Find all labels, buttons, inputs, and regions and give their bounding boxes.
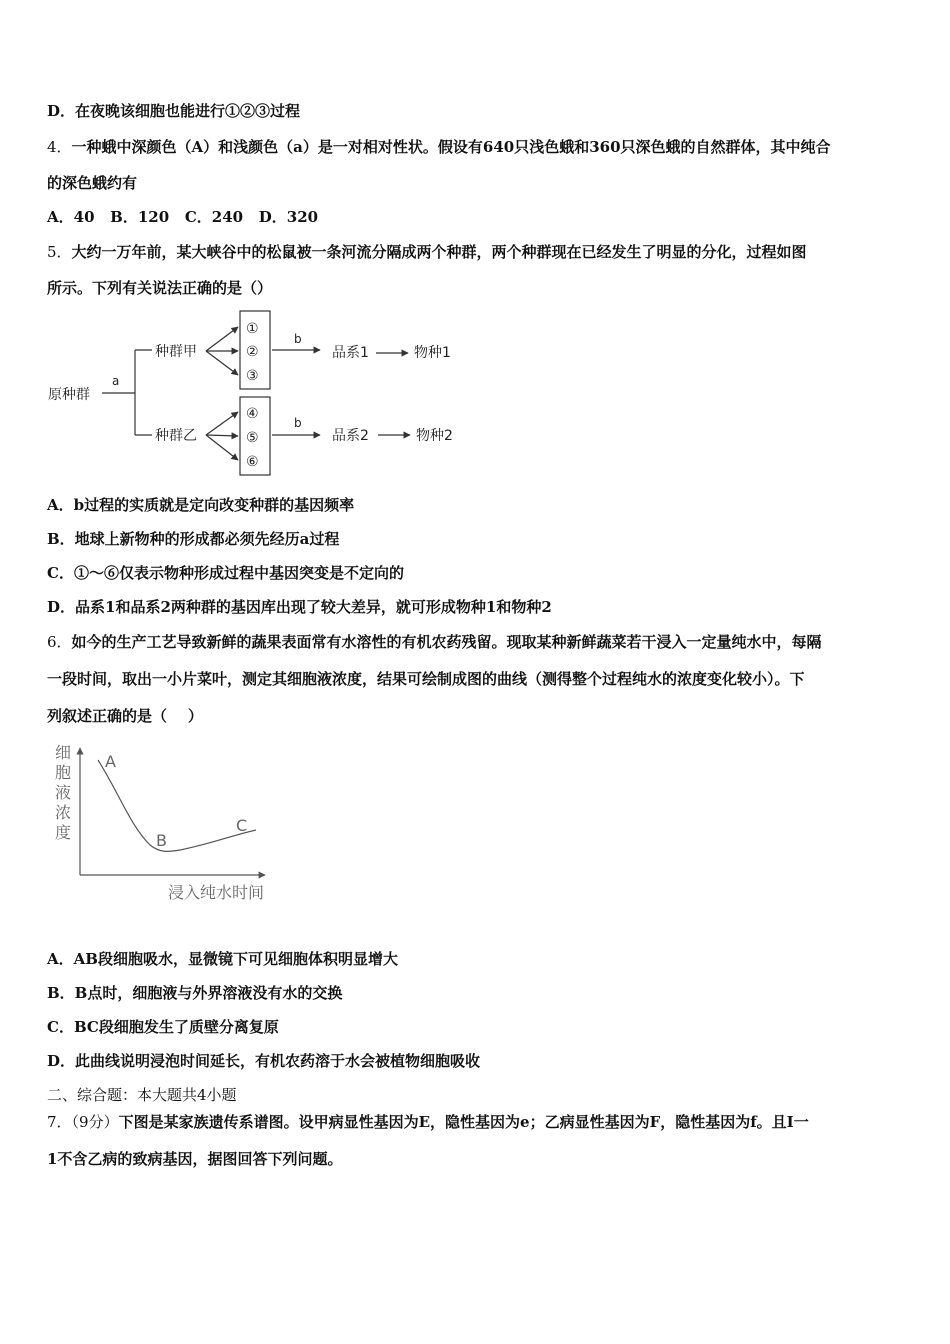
y-label-char-2: 胞 xyxy=(55,763,72,782)
q6-number: 6． xyxy=(47,633,72,651)
process-a-label: a xyxy=(112,374,120,388)
process-b-label-1: b xyxy=(294,332,302,346)
box1-item-3: ③ xyxy=(246,368,259,384)
box2-item-4: ④ xyxy=(246,406,259,422)
speciation-diagram xyxy=(40,305,470,480)
q7-number: 7． xyxy=(47,1113,72,1131)
q5-stem-line2: 所示。下列有关说法正确的是（） xyxy=(47,279,273,297)
q7-stem-line2: 1不含乙病的致病基因，据图回答下列问题。 xyxy=(47,1150,343,1168)
q5-option-a: A．b过程的实质就是定向改变种群的基因频率 xyxy=(47,496,355,514)
q5-option-b: B．地球上新物种的形成都必须先经历a过程 xyxy=(47,530,340,548)
q5-number: 5． xyxy=(47,243,72,261)
q7-stem-line1 xyxy=(47,1112,809,1132)
box1-item-2: ② xyxy=(246,344,259,360)
q5-option-c: C．①～⑥仅表示物种形成过程中基因突变是不定向的 xyxy=(47,564,404,582)
box2-item-5: ⑤ xyxy=(246,430,259,446)
cell-sap-concentration-graph xyxy=(50,740,290,905)
y-label-char-4: 浓 xyxy=(55,803,72,822)
y-label-char-3: 液 xyxy=(55,783,72,802)
q6-option-a: A．AB段细胞吸水，显微镜下可见细胞体积明显增大 xyxy=(47,950,398,968)
q7-text-line1: 下图是某家族遗传系谱图。设甲病显性基因为E，隐性基因为e；乙病显性基因为F，隐性基因为f。且Ⅰ一 xyxy=(118,1113,809,1131)
q5-text-line1: 大约一万年前，某大峡谷中的松鼠被一条河流分隔成两个种群，两个种群现在已经发生了明显的分化，过程如图 xyxy=(71,243,807,261)
y-label-char-5: 度 xyxy=(55,823,72,842)
q5-option-d: D．品系1和品系2两种群的基因库出现了较大差异，就可形成物种1和物种2 xyxy=(47,598,552,616)
q4-stem-line1 xyxy=(47,137,831,157)
species-2-label: 物种2 xyxy=(416,428,453,444)
point-a-label: A xyxy=(105,752,116,771)
q4-stem-line2: 的深色蛾约有 xyxy=(47,174,138,192)
q6-stem-line1 xyxy=(47,632,822,652)
concentration-curve xyxy=(98,760,256,851)
box1-item-1: ① xyxy=(246,321,259,337)
origin-population-label: 原种群 xyxy=(48,387,90,403)
process-b-label-2: b xyxy=(294,416,302,430)
q6-text-line1: 如今的生产工艺导致新鲜的蔬果表面常有水溶性的有机农药残留。现取某种新鲜蔬菜若干浸入一定量纯水中，每隔 xyxy=(71,633,822,651)
q5-stem-line1 xyxy=(47,242,807,262)
q6-stem-line2: 一段时间，取出一小片菜叶，测定其细胞液浓度，结果可绘制成图的曲线（测得整个过程纯水的浓度变化较小）。下 xyxy=(47,670,805,688)
box2-item-6: ⑥ xyxy=(246,454,259,470)
point-c-label: C xyxy=(236,816,248,835)
q6-stem-line3: 列叙述正确的是（ ） xyxy=(47,707,203,725)
q6-option-c: C．BC段细胞发生了质壁分离复原 xyxy=(47,1018,279,1036)
q4-options: A．40 B．120 C．240 D．320 xyxy=(47,208,319,226)
strain-1-label: 品系1 xyxy=(332,345,369,361)
q7-score: （9分） xyxy=(71,1113,119,1131)
y-label-char-1: 细 xyxy=(55,743,72,762)
population-yi-label: 种群乙 xyxy=(155,428,197,444)
population-jia-label: 种群甲 xyxy=(155,344,197,360)
q6-option-b: B．B点时，细胞液与外界溶液没有水的交换 xyxy=(47,984,343,1002)
q4-number: 4． xyxy=(47,138,72,156)
strain-2-label: 品系2 xyxy=(332,428,369,444)
species-1-label: 物种1 xyxy=(414,345,451,361)
section-2-heading: 二、综合题：本大题共4小题 xyxy=(47,1086,237,1104)
q4-text-line1: 一种蛾中深颜色（A）和浅颜色（a）是一对相对性状。假设有640只浅色蛾和360只深色蛾的自然群体，其中纯合 xyxy=(71,138,831,156)
x-axis-label: 浸入纯水时间 xyxy=(168,883,265,902)
q6-option-d: D．此曲线说明浸泡时间延长，有机农药溶于水会被植物细胞吸收 xyxy=(47,1052,481,1070)
q3-option-d: D．在夜晚该细胞也能进行①②③过程 xyxy=(47,102,301,120)
point-b-label: B xyxy=(156,831,167,850)
